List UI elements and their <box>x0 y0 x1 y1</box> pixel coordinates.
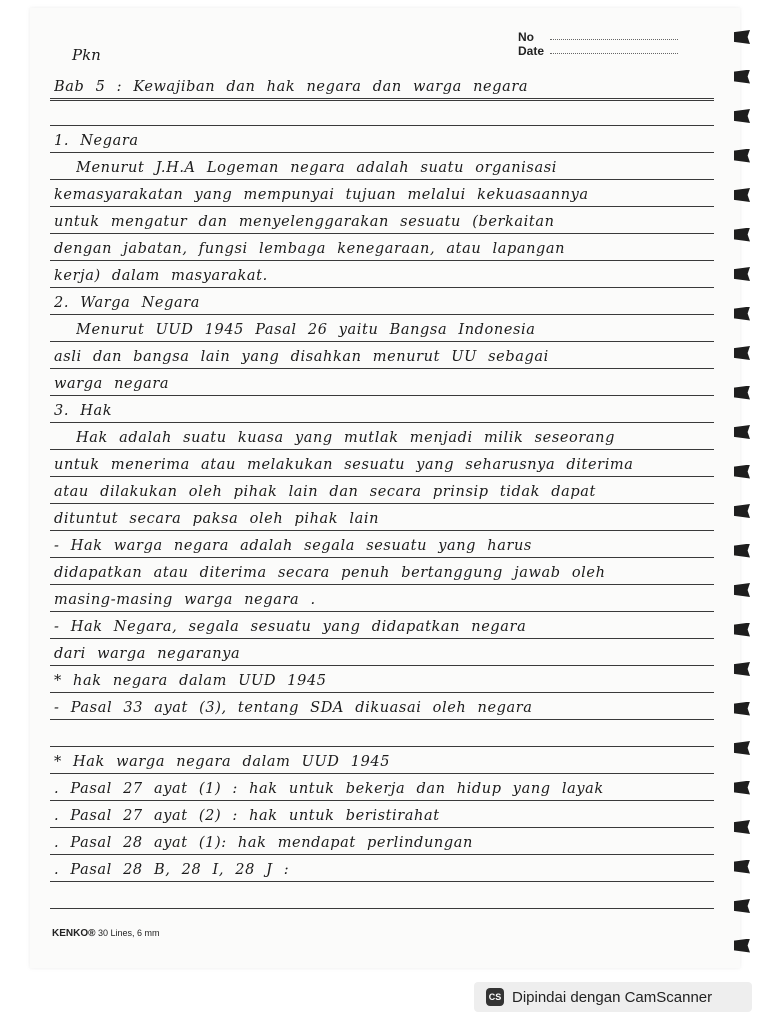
handwritten-line: untuk mengatur dan menyelenggarakan sesuatu (berkaitan <box>54 214 555 230</box>
binding-ring-icon <box>734 741 750 755</box>
binding-ring-icon <box>734 860 750 874</box>
ruled-line <box>50 206 714 207</box>
binding-ring-icon <box>734 899 750 913</box>
handwritten-line: didapatkan atau diterima secara penuh bertanggung jawab oleh <box>54 565 606 581</box>
handwritten-line: Menurut UUD 1945 Pasal 26 yaitu Bangsa Indonesia <box>76 322 536 338</box>
ruled-line <box>50 530 714 531</box>
handwritten-line: - Hak warga negara adalah segala sesuatu yang harus <box>54 538 532 554</box>
handwritten-line: * hak negara dalam UUD 1945 <box>54 673 327 689</box>
handwritten-line: Bab 5 : Kewajiban dan hak negara dan warga negara <box>54 79 529 95</box>
handwritten-line: dituntut secara paksa oleh pihak lain <box>54 511 380 527</box>
camscanner-watermark <box>474 982 752 1012</box>
ruled-line <box>50 422 714 423</box>
camscanner-text: Dipindai dengan CamScanner <box>512 988 713 1006</box>
handwritten-line: * Hak warga negara dalam UUD 1945 <box>54 754 391 770</box>
notebook-page <box>30 8 740 968</box>
handwritten-line: untuk menerima atau melakukan sesuatu yang seharusnya diterima <box>54 457 634 473</box>
handwritten-line: . Pasal 28 ayat (1): hak mendapat perlindungan <box>54 835 473 851</box>
handwritten-line: 2. Warga Negara <box>54 295 200 311</box>
handwritten-line: . Pasal 27 ayat (1) : hak untuk bekerja dan hidup yang layak <box>54 781 604 797</box>
binding-ring-icon <box>734 30 750 44</box>
ruled-line <box>50 449 714 450</box>
header-meta <box>518 30 544 58</box>
camscanner-logo-icon: CS <box>486 988 504 1006</box>
ruled-line <box>50 260 714 261</box>
handwritten-line: atau dilakukan oleh pihak lain dan secara prinsip tidak dapat <box>54 484 596 500</box>
binding-ring-icon <box>734 544 750 558</box>
spiral-binding <box>726 18 766 958</box>
paper-spec: 30 Lines, 6 mm <box>98 928 160 938</box>
ruled-line <box>50 98 714 101</box>
handwritten-line: masing-masing warga negara . <box>54 592 316 608</box>
ruled-line <box>50 908 714 909</box>
handwritten-line: dari warga negaranya <box>54 646 241 662</box>
ruled-line <box>50 611 714 612</box>
handwritten-line: - Hak Negara, segala sesuatu yang didapatkan negara <box>54 619 527 635</box>
handwritten-line: warga negara <box>54 376 170 392</box>
ruled-line <box>50 638 714 639</box>
no-label: No <box>518 30 534 44</box>
binding-ring-icon <box>734 465 750 479</box>
binding-ring-icon <box>734 149 750 163</box>
subject-title: Pkn <box>72 46 101 64</box>
binding-ring-icon <box>734 820 750 834</box>
binding-ring-icon <box>734 70 750 84</box>
ruled-line <box>50 746 714 747</box>
ruled-line <box>50 800 714 801</box>
handwritten-line: . Pasal 28 B, 28 I, 28 J : <box>54 862 290 878</box>
handwritten-line: kerja) dalam masyarakat. <box>54 268 268 284</box>
ruled-line <box>50 692 714 693</box>
handwritten-line: 1. Negara <box>54 133 139 149</box>
ruled-line <box>50 881 714 882</box>
date-row <box>518 44 544 58</box>
ruled-line <box>50 665 714 666</box>
brand-name: KENKO® <box>52 928 96 939</box>
ruled-line <box>50 233 714 234</box>
ruled-line <box>50 314 714 315</box>
binding-ring-icon <box>734 386 750 400</box>
binding-ring-icon <box>734 939 750 953</box>
ruled-line <box>50 368 714 369</box>
binding-ring-icon <box>734 623 750 637</box>
ruled-line <box>50 584 714 585</box>
ruled-line <box>50 152 714 153</box>
handwritten-line: dengan jabatan, fungsi lembaga kenegaraan, atau lapangan <box>54 241 566 257</box>
binding-ring-icon <box>734 188 750 202</box>
binding-ring-icon <box>734 504 750 518</box>
binding-ring-icon <box>734 228 750 242</box>
ruled-line <box>50 827 714 828</box>
ruled-line <box>50 503 714 504</box>
ruled-line <box>50 287 714 288</box>
binding-ring-icon <box>734 346 750 360</box>
no-row <box>518 30 544 44</box>
handwritten-line: 3. Hak <box>54 403 113 419</box>
handwritten-line: Menurut J.H.A Logeman negara adalah suatu organisasi <box>76 160 557 176</box>
handwritten-line: Hak adalah suatu kuasa yang mutlak menjadi milik seseorang <box>76 430 615 446</box>
binding-ring-icon <box>734 583 750 597</box>
ruled-line <box>50 476 714 477</box>
handwritten-line: . Pasal 27 ayat (2) : hak untuk beristirahat <box>54 808 440 824</box>
handwritten-line: asli dan bangsa lain yang disahkan menurut UU sebagai <box>54 349 549 365</box>
binding-ring-icon <box>734 307 750 321</box>
handwritten-line: kemasyarakatan yang mempunyai tujuan melalui kekuasaannya <box>54 187 589 203</box>
binding-ring-icon <box>734 662 750 676</box>
binding-ring-icon <box>734 702 750 716</box>
binding-ring-icon <box>734 425 750 439</box>
ruled-line <box>50 395 714 396</box>
ruled-line <box>50 179 714 180</box>
ruled-line <box>50 854 714 855</box>
ruled-line <box>50 125 714 126</box>
binding-ring-icon <box>734 109 750 123</box>
ruled-line <box>50 557 714 558</box>
paper-brand <box>52 928 160 939</box>
binding-ring-icon <box>734 267 750 281</box>
handwritten-line: - Pasal 33 ayat (3), tentang SDA dikuasai oleh negara <box>54 700 533 716</box>
ruled-line <box>50 341 714 342</box>
ruled-line <box>50 719 714 720</box>
ruled-line <box>50 773 714 774</box>
binding-ring-icon <box>734 781 750 795</box>
date-label: Date <box>518 44 545 58</box>
